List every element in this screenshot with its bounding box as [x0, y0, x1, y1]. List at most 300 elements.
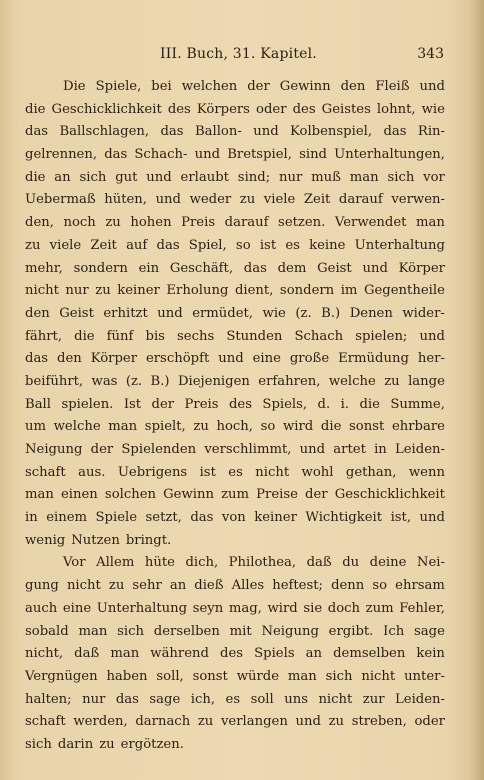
word: ehrsam [395, 578, 445, 594]
word: ich, [190, 691, 216, 707]
word: seyn [192, 600, 224, 616]
word: d. [317, 396, 331, 412]
word: gelrennen, [25, 147, 98, 163]
word: verwen- [391, 192, 445, 208]
word: Denen [349, 305, 393, 321]
word: hüten, [104, 192, 147, 208]
word: zu [384, 373, 400, 389]
word: das [156, 237, 180, 253]
word: Erholung [166, 283, 229, 299]
word: ermüdet, [192, 305, 254, 321]
word: gethan, [345, 464, 397, 480]
word: welchen [181, 79, 238, 94]
word: oder [414, 714, 445, 730]
word: zur [362, 691, 385, 707]
word: verlangen [220, 714, 288, 730]
word: beiführt, [25, 373, 84, 389]
text-line [25, 235, 445, 258]
word: so [235, 237, 251, 253]
text-line [25, 507, 445, 530]
word: aus. [78, 464, 106, 480]
word: Fehler, [399, 600, 445, 616]
word: heftest; [272, 578, 323, 594]
word: schaft [25, 464, 66, 480]
word: und [295, 714, 321, 730]
word: Schach [294, 328, 344, 344]
word: demselben [333, 646, 406, 662]
word: Kolbenspiel, [290, 124, 373, 140]
word: und [157, 305, 183, 321]
word: es [285, 237, 300, 253]
word: sind; [237, 169, 271, 185]
word: hohen [130, 215, 172, 231]
word: i. [340, 396, 350, 412]
word: das [243, 260, 267, 276]
word: die [320, 419, 342, 435]
word: gung [25, 578, 59, 594]
text-line [25, 462, 445, 485]
text-line [25, 167, 445, 190]
text-line [25, 280, 445, 303]
word: an [169, 578, 187, 594]
word: haben [106, 668, 148, 684]
word: zum [221, 487, 250, 503]
word: sage [149, 691, 181, 707]
word: streben, [351, 714, 407, 730]
word: Geistes [321, 101, 371, 117]
word: setzen. [278, 215, 326, 231]
word: Geist [59, 305, 94, 321]
word: lange [408, 373, 445, 389]
word: derselben [153, 623, 220, 639]
word: (z. [295, 305, 312, 321]
word: zu [95, 283, 111, 299]
word: des [228, 396, 252, 412]
page-header [0, 46, 484, 70]
word: das [160, 124, 184, 140]
word: verschlimmt, [204, 442, 292, 457]
text-line [25, 416, 445, 439]
word: Vergnügen [25, 668, 98, 684]
word: wird [267, 600, 298, 616]
text-line [25, 711, 445, 734]
word: so [372, 578, 388, 594]
word: während [150, 646, 209, 662]
word: keine [309, 237, 346, 253]
word: Unterhaltungen, [334, 147, 445, 163]
word: den, [25, 215, 54, 231]
word: sich [387, 169, 415, 185]
word: bei [151, 79, 172, 94]
word: was [91, 373, 118, 389]
word: wie [262, 305, 286, 321]
page-edge-shadow [470, 0, 484, 780]
word: sehr [132, 578, 162, 594]
word: zum [365, 600, 394, 616]
word: halten; [25, 691, 72, 707]
word: Zeit [90, 237, 117, 253]
word: ist [259, 237, 277, 253]
text-line [25, 144, 445, 167]
word: Summe, [390, 396, 445, 412]
word: Geschäft, [169, 260, 234, 276]
word: Stunden [226, 328, 283, 344]
word: bringt. [125, 532, 172, 548]
text-line [25, 371, 445, 394]
word: Neigung [25, 442, 83, 457]
word: schaft [25, 714, 66, 730]
word: daß [306, 555, 332, 571]
body-text [25, 76, 445, 757]
word: mit [229, 623, 252, 639]
word: den [57, 351, 82, 367]
word: man [108, 419, 138, 435]
word: Allem [96, 555, 135, 571]
word: wird [283, 419, 314, 435]
word: gut [115, 169, 138, 185]
word: oder [256, 101, 287, 117]
word: zu [108, 578, 125, 594]
word: der [151, 396, 175, 412]
word: wohl [301, 464, 334, 480]
word: sonst [192, 668, 228, 684]
word: Uebermaß [25, 192, 96, 208]
word: man [110, 646, 140, 662]
word: nur [82, 691, 106, 707]
word: nicht [25, 283, 59, 299]
word: artet [333, 442, 366, 457]
word: doch [327, 600, 361, 616]
word: Ich [383, 623, 405, 639]
word: ehrbare [391, 419, 445, 435]
word: hoch, [216, 419, 253, 435]
text-line [25, 121, 445, 144]
word: Nutzen [71, 532, 120, 548]
text-line [25, 598, 445, 621]
word: vor [423, 169, 445, 185]
word: sind [299, 147, 327, 163]
word: Schach- [134, 147, 188, 163]
word: Ballon- [194, 124, 242, 140]
word: den [340, 79, 366, 94]
word: lohnt, [376, 101, 416, 117]
word: Gegentheile [363, 283, 445, 299]
word: Geschicklichkeit [334, 487, 445, 503]
word: das [115, 691, 139, 707]
word: an [305, 646, 323, 662]
word: sechs [177, 328, 215, 344]
word: hüte [144, 555, 175, 571]
word: soll [250, 691, 274, 707]
word: darauf [338, 192, 383, 208]
word: nicht, [25, 646, 64, 662]
word: Ballschlagen, [59, 124, 150, 140]
word: darnach [135, 714, 191, 730]
word: und [218, 351, 244, 367]
word: wider- [402, 305, 445, 321]
word: dich, [185, 555, 219, 571]
word: zu [197, 714, 214, 730]
text-line [25, 530, 445, 553]
word: Unterhaltung [354, 237, 445, 253]
text-line [25, 734, 445, 757]
text-line [25, 621, 445, 644]
word: Zeit [303, 192, 331, 208]
word: ergibt. [328, 623, 374, 639]
word: das [383, 124, 407, 140]
word: mag, [228, 600, 262, 616]
word: fünf [106, 328, 134, 344]
word: Preis [181, 215, 216, 231]
word: dient, [234, 283, 274, 299]
word: erfahren, [258, 373, 321, 389]
word: Leiden- [395, 691, 445, 707]
word: Ist [123, 396, 142, 412]
text-line [25, 348, 445, 371]
word: zu [99, 736, 115, 752]
word: des [292, 101, 316, 117]
word: der [247, 79, 270, 94]
word: Unterhaltung [96, 600, 188, 616]
word: das [25, 351, 49, 367]
word: (z. [125, 373, 143, 389]
word: B.) [321, 305, 341, 321]
word: muß [311, 169, 341, 185]
word: spielen. [61, 396, 114, 412]
word: nicht [318, 691, 353, 707]
word: es [228, 464, 243, 480]
word: Gewinn [279, 79, 331, 94]
running-head: III. Buch, 31. Kapitel. [160, 46, 317, 62]
word: den [25, 305, 50, 321]
word: das [104, 147, 128, 163]
word: mehr, [25, 260, 63, 276]
word: würde [236, 668, 280, 684]
word: solchen [104, 487, 157, 503]
word: du [342, 555, 360, 571]
word: nur [65, 283, 89, 299]
word: und [419, 510, 445, 526]
word: erhitzt [103, 305, 148, 321]
word: des [220, 646, 244, 662]
word: unter- [404, 668, 445, 684]
word: Diejenigen [177, 373, 250, 389]
word: Ball [25, 396, 51, 412]
word: an [54, 169, 71, 185]
word: man [349, 169, 379, 185]
word: um [25, 419, 46, 435]
text-line [25, 643, 445, 666]
word: Vor [63, 555, 86, 571]
word: welche [53, 419, 101, 435]
word: sonst [349, 419, 385, 435]
word: wie [421, 101, 445, 117]
word: erschöpft [145, 351, 210, 367]
word: sobald [25, 623, 69, 639]
word: zu [25, 237, 41, 253]
page-number: 343 [417, 46, 444, 62]
word: Preis [184, 396, 219, 412]
word: Körper [90, 351, 137, 367]
word: das [25, 124, 49, 140]
word: Die [63, 79, 86, 94]
word: und [419, 328, 445, 344]
word: darauf [224, 215, 269, 231]
word: Wichtigkeit [305, 510, 383, 526]
word: man [416, 215, 445, 231]
word: ist, [390, 510, 412, 526]
word: sich [117, 623, 144, 639]
word: und [155, 192, 181, 208]
word: ein [138, 260, 160, 276]
word: auf [126, 237, 148, 253]
word: darin [57, 736, 94, 752]
word: von [221, 510, 246, 526]
word: Leiden- [394, 442, 445, 457]
word: nicht [361, 668, 396, 684]
word: zu [193, 419, 209, 435]
word: Geist [317, 260, 352, 276]
word: und [146, 169, 172, 185]
word: eine [252, 351, 281, 367]
text-line [25, 76, 445, 99]
word: nur [279, 169, 303, 185]
word: sage [414, 623, 445, 639]
word: weder [189, 192, 232, 208]
word: auch [25, 600, 58, 616]
word: wenig [25, 532, 66, 548]
word: keiner [254, 510, 297, 526]
word: Körper [398, 260, 445, 276]
word: zu [239, 192, 256, 208]
word: und [419, 79, 445, 94]
word: es [225, 691, 241, 707]
word: Spiels, [262, 396, 308, 412]
word: man [287, 668, 317, 684]
word: eine [62, 600, 92, 616]
word: Philothea, [228, 555, 297, 571]
word: Spiele, [95, 79, 142, 94]
word: der [305, 487, 328, 503]
word: des [167, 101, 191, 117]
word: wenn [408, 464, 445, 480]
word: dieß [194, 578, 224, 594]
word: die [25, 101, 46, 117]
word: die [74, 328, 95, 344]
text-line [25, 303, 445, 326]
text-line [25, 689, 445, 712]
word: in [374, 442, 387, 457]
word: ist [199, 464, 216, 480]
word: sondern [73, 260, 128, 276]
word: Verwendet [334, 215, 407, 231]
word: bis [145, 328, 165, 344]
word: einen [60, 487, 98, 503]
word: werden, [73, 714, 128, 730]
text-line [25, 189, 445, 212]
word: denn [331, 578, 365, 594]
word: daß [74, 646, 100, 662]
word: Spielenden [121, 442, 197, 457]
word: nicht [66, 578, 101, 594]
word: her- [417, 351, 445, 367]
word: kein [416, 646, 445, 662]
text-line [25, 552, 445, 575]
word: Fleiß [375, 79, 410, 94]
word: sich [25, 736, 52, 752]
word: sie [303, 600, 323, 616]
text-line [25, 484, 445, 507]
word: große [289, 351, 330, 367]
word: und [194, 147, 221, 163]
word: sondern [279, 283, 335, 299]
word: deine [369, 555, 407, 571]
word: in [25, 510, 38, 526]
text-line [25, 666, 445, 689]
word: man [25, 487, 54, 503]
word: das [190, 510, 214, 526]
word: soll, [156, 668, 184, 684]
word: erlaubt [180, 169, 229, 185]
word: und [253, 124, 279, 140]
word: Alles [231, 578, 265, 594]
word: Bretspiel, [227, 147, 292, 163]
word: man [78, 623, 108, 639]
word: Körpers [196, 101, 250, 117]
word: Spiels [254, 646, 295, 662]
text-line [25, 439, 445, 462]
word: die [25, 169, 46, 185]
word: zu [328, 714, 345, 730]
word: der [90, 442, 114, 457]
word: spielen; [355, 328, 408, 344]
word: und [299, 442, 326, 457]
word: Spiel, [188, 237, 227, 253]
word: welche [328, 373, 376, 389]
word: viele [49, 237, 82, 253]
word: setzt, [145, 510, 182, 526]
word: Preise [256, 487, 298, 503]
word: B.) [150, 373, 170, 389]
word: die [359, 396, 380, 412]
word: so [260, 419, 276, 435]
word: nicht [255, 464, 290, 480]
word: spielt, [144, 419, 186, 435]
word: Spiele [95, 510, 138, 526]
word: viele [263, 192, 296, 208]
word: Geschicklichkeit [51, 101, 162, 117]
word: Uebrigens [117, 464, 188, 480]
text-line [25, 326, 445, 349]
text-line [25, 258, 445, 281]
word: Ermüdung [338, 351, 409, 367]
text-line [25, 99, 445, 122]
word: sich [79, 169, 107, 185]
word: dem [277, 260, 307, 276]
word: und [362, 260, 388, 276]
word: Rin- [417, 124, 445, 140]
word: fährt, [25, 328, 63, 344]
word: uns [284, 691, 308, 707]
text-line [25, 394, 445, 417]
word: ergötzen. [120, 736, 184, 752]
word: Gewinn [163, 487, 214, 503]
text-line [25, 575, 445, 598]
word: einem [46, 510, 88, 526]
word: keiner [117, 283, 160, 299]
word: Neigung [261, 623, 319, 639]
word: zu [105, 215, 121, 231]
